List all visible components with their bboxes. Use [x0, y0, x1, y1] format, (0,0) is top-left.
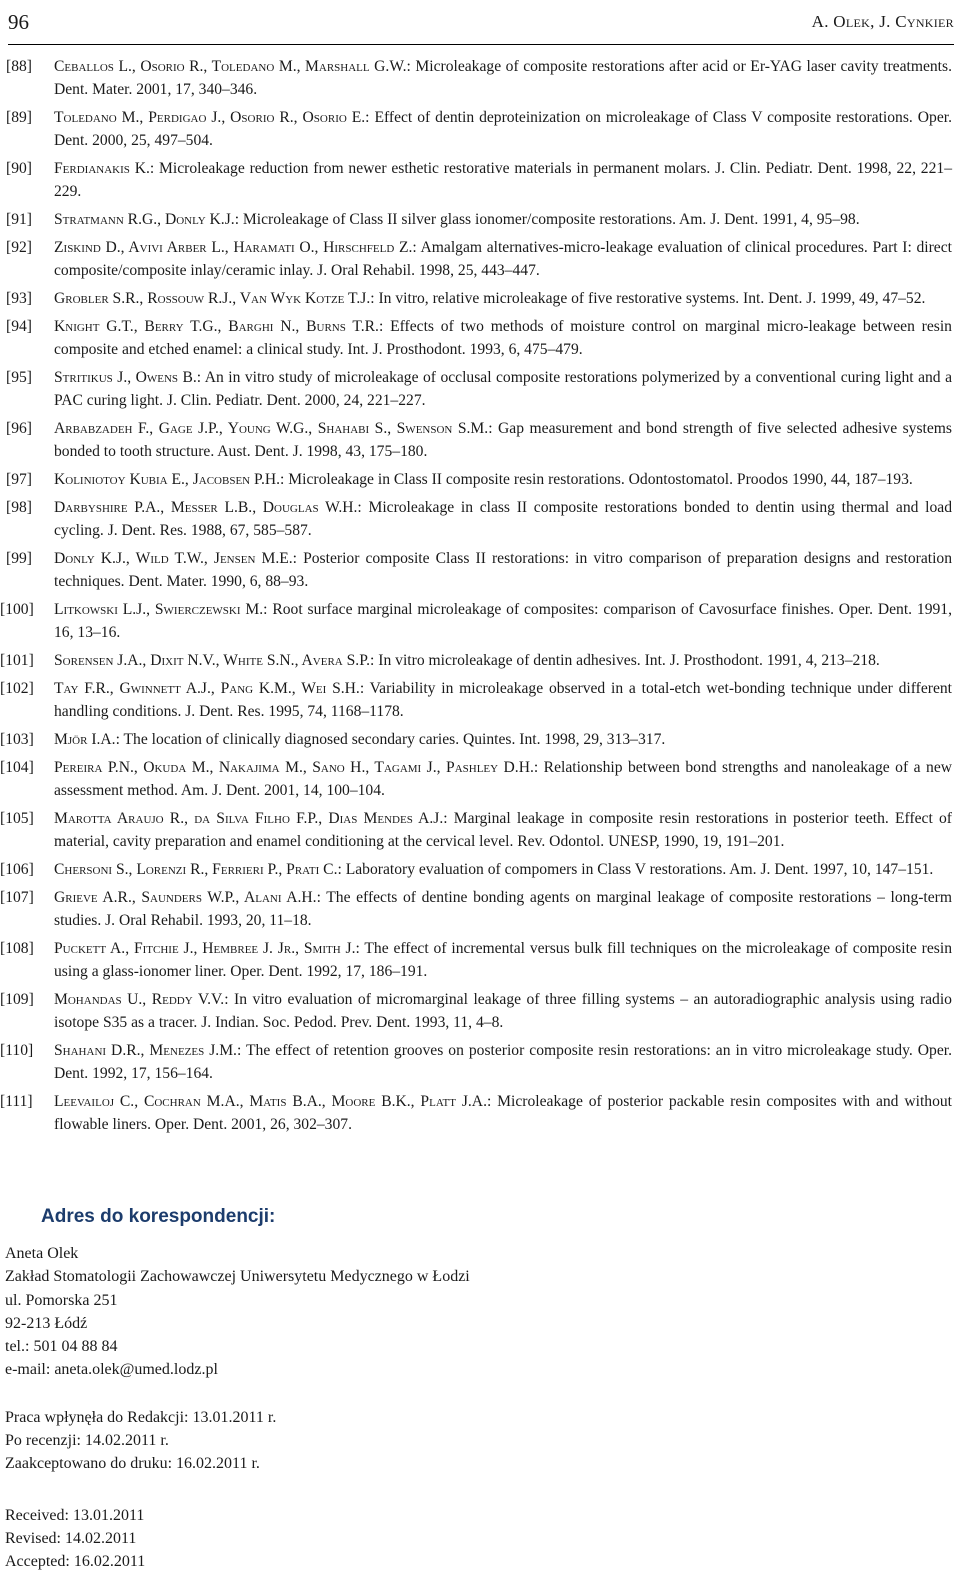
reference-text: : In vitro microleakage of dentin adhesives. Int. J. Prosthodont. 1991, 4, 213–218.	[370, 652, 880, 669]
reference-number: [88]	[6, 58, 32, 75]
street-address: ul. Pomorska 251	[5, 1291, 118, 1309]
reference-text: : Amalgam alternatives-micro-leakage evaluation of clinical procedures. Part I: direct composite/composite inlay/ceramic inlay. J. Oral Rehabil. 1998, 25, 443–447.	[54, 239, 952, 279]
reference-text: : In vitro evaluation of micromarginal leakage of three filling systems – an autoradiographic analysis using radio isotope S35 as a tracer. J. Indian. Soc. Pedod. Prev. Dent. 1993, 11, 4–8.	[54, 991, 952, 1031]
reference-list	[0, 55, 956, 1141]
reference-number: [102]	[0, 680, 34, 697]
author-name: Aneta Olek	[5, 1245, 79, 1262]
email[interactable]: e-mail: aneta.olek@umed.lodz.pl	[5, 1361, 218, 1379]
reference-text: : An in vitro study of microleakage of occlusal composite restorations polymerized by a conventional curing light and a PAC curing light. J. Clin. Pediatr. Dent. 2000, 24, 221–227.	[54, 369, 952, 409]
page-number: 96	[8, 9, 29, 34]
reference-number: [104]	[0, 759, 34, 776]
reference-number: [93]	[6, 290, 32, 307]
reference-authors: Litkowski L.J., Swierczewski M.	[54, 601, 264, 618]
reference-authors: Stritikus J., Owens B.	[54, 369, 197, 386]
reference-item	[0, 886, 956, 932]
reference-text: : The effect of retention grooves on posterior composite resin restorations: an in vitro microleakage study. Oper. Dent. 1992, 17, 156–164.	[54, 1042, 952, 1082]
reference-number: [97]	[6, 471, 32, 488]
reference-number: [98]	[6, 499, 32, 516]
reference-authors: Grobler S.R., Rossouw R.J., Van Wyk Kotze T.J.	[54, 290, 371, 307]
reference-authors: Leevailoj C., Cochran M.A., Matis B.A., Moore B.K., Platt J.A.	[54, 1093, 487, 1110]
page-header	[8, 0, 954, 45]
reference-authors: Marotta Araujo R., da Silva Filho F.P., Dias Mendes A.J.	[54, 810, 444, 827]
received-date-pl: Praca wpłynęła do Redakcji: 13.01.2011 r.	[5, 1408, 277, 1426]
reference-text: : Laboratory evaluation of compomers in Class V restorations. Am. J. Dent. 1997, 10, 147–151.	[337, 861, 934, 878]
reference-text: : Microleakage in Class II composite resin restorations. Odontostomatol. Proodos 1990, 44, 187–193.	[280, 471, 913, 488]
reference-number: [108]	[0, 940, 34, 957]
reference-authors: Donly K.J., Wild T.W., Jensen M.E.	[54, 550, 293, 567]
reference-item	[0, 417, 956, 463]
reference-number: [101]	[0, 652, 34, 669]
reference-text: : The location of clinically diagnosed secondary caries. Quintes. Int. 1998, 29, 313–317.	[115, 731, 666, 748]
reference-authors: Ziskind D., Avivi Arber L., Haramati O., Hirschfeld Z.	[54, 239, 413, 256]
reference-item	[0, 937, 956, 983]
reference-authors: Shahani D.R., Menezes J.M.	[54, 1042, 237, 1059]
reference-item	[0, 106, 956, 152]
reference-authors: Ferdianakis K.	[54, 160, 150, 177]
reference-text: : Microleakage in class II composite restorations bonded to dentin using thermal and load cycling. J. Dent. Res. 1988, 67, 585–587.	[54, 499, 952, 539]
reference-number: [100]	[0, 601, 34, 618]
revised-date-en: Revised: 14.02.2011	[5, 1529, 137, 1547]
reference-number: [103]	[0, 731, 34, 748]
reference-authors: Koliniotoy Kubia E., Jacobsen P.H.	[54, 471, 281, 488]
reference-item	[0, 55, 956, 101]
reference-item	[0, 756, 956, 802]
reference-authors: Mohandas U., Reddy V.V.	[54, 991, 225, 1008]
reference-item	[0, 649, 956, 672]
reference-text: : Effect of dentin deproteinization on microleakage of Class V composite restorations. Oper. Dent. 2000, 25, 497–504.	[54, 109, 952, 149]
reference-item	[0, 315, 956, 361]
reference-text: : Microleakage of posterior packable resin composites with and without flowable liners. Oper. Dent. 2001, 26, 302–307.	[54, 1093, 952, 1133]
reference-text: : Relationship between bond strengths and nanoleakage of a new assessment method. Am. J. Dent. 2001, 14, 100–104.	[54, 759, 953, 799]
reference-authors: Pereira P.N., Okuda M., Nakajima M., Sano H., Tagami J., Pashley D.H.	[54, 759, 534, 776]
reference-text: : Marginal leakage in composite resin restorations in posterior teeth. Effect of material, cavity preparation and enamel conditioning at the cervical level. Rev. Odontol. UNESP, 1990, 19, 191–201.	[54, 810, 952, 850]
phone: tel.: 501 04 88 84	[5, 1338, 118, 1356]
reference-item	[0, 468, 956, 491]
reference-text: : Root surface marginal microleakage of composites: comparison of Cavosurface finishes. Oper. Dent. 1991, 16, 13–16.	[54, 601, 952, 641]
reference-text: : Variability in microleakage observed in a total-etch wet-bonding technique under different handling conditions. J. Dent. Res. 1995, 74, 1168–1178.	[54, 680, 952, 720]
reference-number: [95]	[6, 369, 32, 386]
reference-item	[0, 807, 956, 853]
reference-text: : Gap measurement and bond strength of five selected adhesive systems bonded to tooth structure. Aust. Dent. J. 1998, 43, 175–180.	[54, 420, 952, 460]
reference-item	[0, 157, 956, 203]
institution: Zakład Stomatologii Zachowawczej Uniwersytetu Medycznego w Łodzi	[5, 1268, 470, 1286]
reference-text: : The effects of dentine bonding agents on marginal leakage of composite restorations – long-term studies. J. Oral Rehabil. 1993, 20, 11–18.	[54, 889, 953, 929]
reference-number: [96]	[6, 420, 32, 437]
reference-authors: Ceballos L., Osorio R., Toledano M., Marshall G.W.	[54, 58, 407, 75]
reference-item	[0, 208, 956, 231]
reference-authors: Puckett A., Fitchie J., Hembree J. Jr., Smith J.	[54, 940, 356, 957]
reference-item	[0, 366, 956, 412]
reference-text: : Microleakage reduction from newer esthetic restorative materials in permanent molars. J. Clin. Pediatr. Dent. 1998, 22, 221–229.	[54, 160, 952, 200]
reference-number: [89]	[6, 109, 32, 126]
reference-number: [105]	[0, 810, 34, 827]
reference-item	[0, 677, 956, 723]
accepted-date-pl: Zaakceptowano do druku: 16.02.2011 r.	[5, 1455, 260, 1473]
reference-item	[0, 236, 956, 282]
reference-authors: Sorensen J.A., Dixit N.V., White S.N., Avera S.P.	[54, 652, 371, 669]
reference-number: [94]	[6, 318, 32, 335]
reference-authors: Chersoni S., Lorenzi R., Ferrieri P., Prati C.	[54, 861, 338, 878]
reference-number: [92]	[6, 239, 32, 256]
reference-authors: Mjör I.A.	[54, 731, 116, 748]
reference-number: [109]	[0, 991, 34, 1008]
reference-authors: Toledano M., Perdigao J., Osorio R., Osorio E.	[54, 109, 366, 126]
reference-item	[0, 1039, 956, 1085]
reference-authors: Knight G.T., Berry T.G., Barghi N., Burns T.R.	[54, 318, 379, 335]
reference-item	[0, 1090, 956, 1136]
reference-item	[0, 598, 956, 644]
reference-item	[0, 496, 956, 542]
correspondence-heading: Adres do korespondencji:	[41, 1206, 276, 1227]
reference-text: : Microleakage of Class II silver glass ionomer/composite restorations. Am. J. Dent. 1991, 4, 95–98.	[234, 211, 860, 228]
reference-text: : Posterior composite Class II restorations: in vitro comparison of preparation designs and restoration techniques. Dent. Mater. 1990, 6, 88–93.	[54, 550, 953, 590]
reference-item	[0, 287, 956, 310]
reference-text: : In vitro, relative microleakage of five restorative systems. Int. Dent. J. 1999, 49, 47–52.	[370, 290, 926, 307]
received-date-en: Received: 13.01.2011	[5, 1506, 145, 1524]
reference-number: [111]	[0, 1093, 33, 1110]
reference-number: [99]	[6, 550, 32, 567]
reference-item	[0, 988, 956, 1034]
reference-item	[0, 547, 956, 593]
reference-number: [106]	[0, 861, 34, 878]
revised-date-pl: Po recenzji: 14.02.2011 r.	[5, 1432, 169, 1450]
reference-authors: Tay F.R., Gwinnett A.J., Pang K.M., Wei S.H.	[54, 680, 360, 697]
reference-text: : Microleakage of composite restorations after acid or Er-YAG laser cavity treatments. Dent. Mater. 2001, 17, 340–346.	[54, 58, 952, 98]
reference-item	[0, 728, 956, 751]
reference-number: [90]	[6, 160, 32, 177]
running-head: A. Olek, J. Cynkier	[811, 12, 954, 31]
reference-authors: Arbabzadeh F., Gage J.P., Young W.G., Shahabi S., Swenson S.M.	[54, 420, 489, 437]
reference-text: : Effects of two methods of moisture control on marginal micro-leakage between resin composite and etched enamel: a clinical study. Int. J. Prosthodont. 1993, 6, 475–479.	[54, 318, 952, 358]
reference-number: [91]	[6, 211, 32, 228]
postal-city: 92-213 Łódź	[5, 1314, 88, 1332]
reference-number: [110]	[0, 1042, 34, 1059]
reference-number: [107]	[0, 889, 34, 906]
reference-authors: Grieve A.R., Saunders W.P., Alani A.H.	[54, 889, 317, 906]
reference-text: : The effect of incremental versus bulk fill techniques on the microleakage of composite resin using a glass-ionomer liner. Oper. Dent. 1992, 17, 186–191.	[54, 940, 952, 980]
correspondence-section	[5, 1206, 945, 1574]
accepted-date-en: Accepted: 16.02.2011	[5, 1553, 146, 1571]
reference-item	[0, 858, 956, 881]
reference-authors: Stratmann R.G., Donly K.J.	[54, 211, 235, 228]
reference-authors: Darbyshire P.A., Messer L.B., Douglas W.H.	[54, 499, 358, 516]
